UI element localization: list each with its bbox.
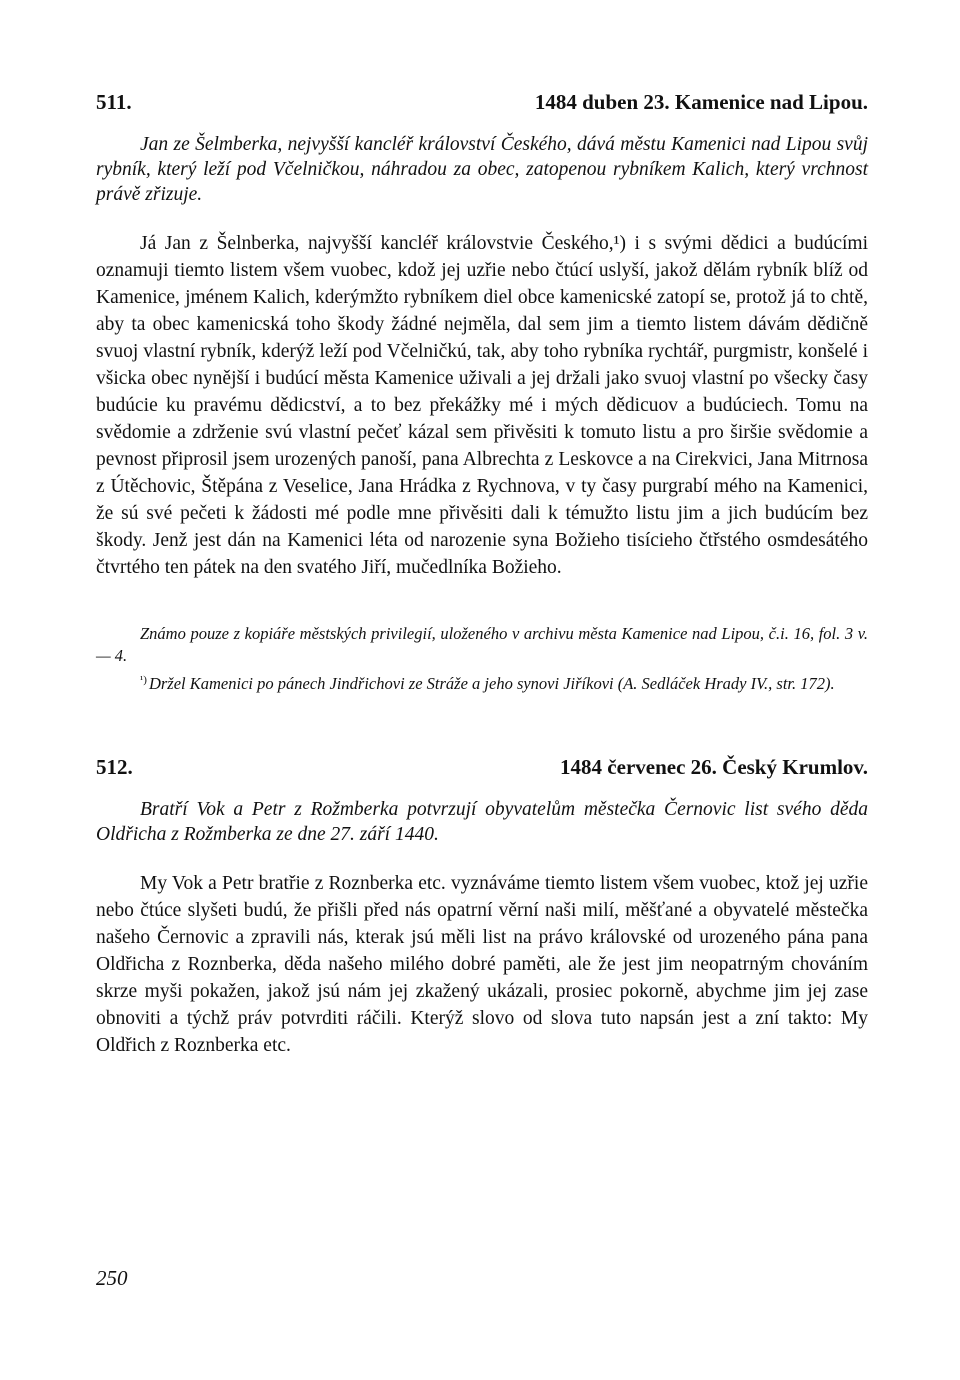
document-511 xyxy=(96,88,868,695)
document-notes xyxy=(96,623,868,695)
document-date-place: 1484 červenec 26. Český Krumlov. xyxy=(560,754,868,779)
document-text: My Vok a Petr bratřie z Roznberka etc. vyznáváme tiemto listem všem vuobec, ktož jej uzřie nebo čtúce slyšeti budú, že přišli před nás opatrní věrní naši milí, měšťané a obyvatelé městečka našeho Černovic a zpravili nás, kterak jsú měli list na právo královské od urozeného pána pana Oldřicha z Roznberka, děda našeho milého dobré paměti, ale že jest jim neopatrným chováním skrze myši pokažen, jakož jsú nám jej zkažený ukázali, prosiec pokorně, abychme jim jej zase obnoviti a týchž práv potvrditi ráčili. Kterýž slovo od slova tuto napsán jest a zní takto: My Oldřich z Roznberka etc. xyxy=(96,872,868,1056)
document-number: 512. xyxy=(96,754,133,779)
footnote-text: Držel Kamenici po pánech Jindřichovi ze Stráže a jeho synovi Jiříkovi (A. Sedláček Hrady IV., str. 172). xyxy=(148,674,835,693)
document-regest: Bratří Vok a Petr z Rožmberka potvrzují obyvatelům městečka Černovic list svého děda Oldřicha z Rožmberka ze dne 27. září 1440. xyxy=(96,798,868,845)
footnote-mark: ¹) xyxy=(140,674,147,686)
document-heading xyxy=(96,88,868,116)
document-text: Já Jan z Šelnberka, najvyšší kancléř královstvie Českého,¹) i s svými dědici a budúcími oznamuji tiemto listem všem vuobec, kdož jej uzřie nebo čtúcí uslyší, jakož dělám rybník blíž od Kamenice, jménem Kalich, kderýmžto rybníkem diel obce kamenicské zatopí se, protož já to chtě, aby ta obec kamenicská toho škody žádné nejměla, dal sem jim a tiemto listem dávám dědičně svuoj vlastní rybník, kderýž leží pod Včelničkú, tak, aby toho rybníka rychtář, purgmistr, konšelé i všicka obec nynější i budúcí města Kamenice uživali a jej držali jako svuoj vlastní po všecky časy budúcie ku pravému dědicství, a to bez překážky mé i mých dědicuov a budúciech. Tomu na svědomie a zdrženie svú vlastní pečeť kázal sem přivěsiti k tomuto listu a pro širšie svědomie a pevnost připrosil jsem urozených panoší, pana Albrechta z Leskovce a na Cirekvici, Jana Mitrnosa z Útěchovic, Štěpána z Veselice, Jana Hrádka z Rychnova, v ty časy purgrabí mého na Kamenici, že sú své pečeti k žádosti mé podle mne přivěsiti dali k témužto listu jim a jich budúcím bez škody. Jenž jest dán na Kamenici léta od narozenie syna Božieho tisícieho čtřstého osmdesátého čtvrtého ten pátek na den svatého Jiří, mučedlníka Božieho. xyxy=(96,233,868,578)
page-content xyxy=(96,88,868,1059)
document-number: 511. xyxy=(96,90,132,114)
document-heading xyxy=(96,753,868,781)
source-note: Známo pouze z kopiáře městských privilegií, uloženého v archivu města Kamenice nad Lipou, č.i. 16, fol. 3 v. — 4. xyxy=(96,624,868,665)
document-date-place: 1484 duben 23. Kamenice nad Lipou. xyxy=(534,90,868,114)
footnote xyxy=(96,670,868,695)
document-512 xyxy=(96,753,868,1059)
page-number: 250 xyxy=(96,1266,128,1290)
document-regest: Jan ze Šelmberka, nejvyšší kancléř království Českého, dává městu Kamenici nad Lipou svůj rybník, který leží pod Včelničkou, náhradou za obec, zatopenou rybníkem Kalich, který vrchnost právě zřizuje. xyxy=(96,134,868,205)
